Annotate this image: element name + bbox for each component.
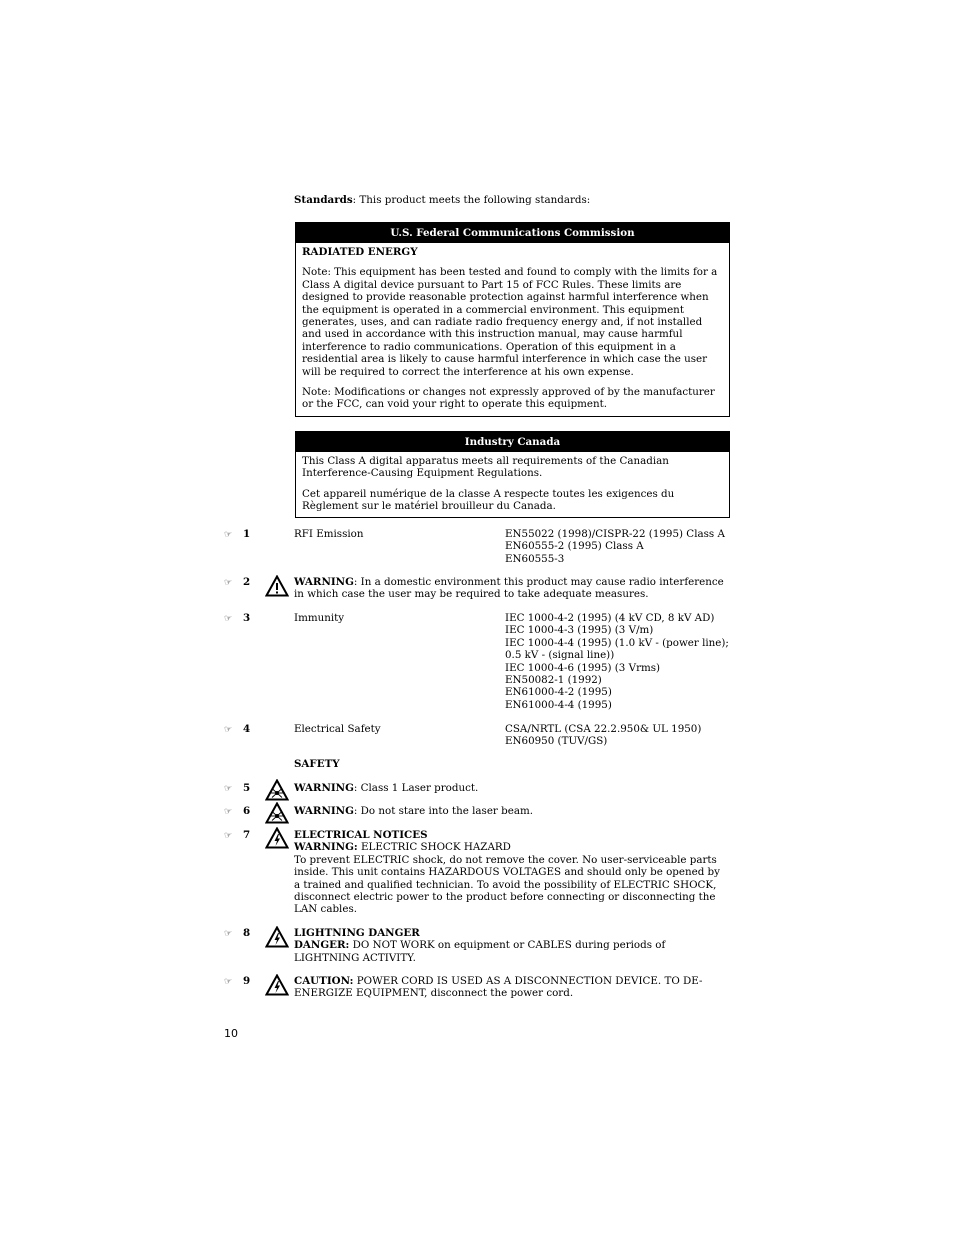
laser-warning-icon <box>265 802 289 824</box>
fcc-title: U.S. Federal Communications Commission <box>296 223 729 243</box>
pointing-hand-icon: ☞ <box>224 578 233 588</box>
item-number: ☞ 8 <box>224 927 251 939</box>
item-text: WARNING: In a domestic environment this product may cause radio interference in which case the user may be required to take adequate measures. <box>294 576 724 601</box>
item-number: ☞ 4 <box>224 723 251 735</box>
item-label: Electrical Safety <box>294 723 381 735</box>
item-text: WARNING: Do not stare into the laser beam. <box>294 805 533 817</box>
item-number: ☞ 2 <box>224 576 251 588</box>
pointing-hand-icon: ☞ <box>224 831 233 841</box>
canada-title: Industry Canada <box>296 432 729 452</box>
standards-text: : This product meets the following standards: <box>352 194 591 206</box>
item-text: WARNING: Class 1 Laser product. <box>294 782 479 794</box>
electric-shock-warning-icon <box>265 926 289 948</box>
item-label: RFI Emission <box>294 528 364 540</box>
item-text: ELECTRICAL NOTICES WARNING: ELECTRIC SHOCK HAZARD To prevent ELECTRIC shock, do not remove the cover. No user-serviceable parts inside. This unit contains HAZARDOUS VOLTAGES and should only be opened by a trained and qualified technician. To avoid the possibility of ELECTRIC SHOCK, disconnect electric power to the product before connecting or disconnecting the LAN cables. <box>294 829 720 916</box>
electric-shock-warning-icon <box>265 974 289 996</box>
item-number: ☞ 3 <box>224 612 251 624</box>
safety-heading: SAFETY <box>294 758 340 770</box>
standards-lead: Standards <box>294 194 353 206</box>
canada-box <box>295 431 730 518</box>
item-number: ☞ 1 <box>224 528 251 540</box>
item-label: Immunity <box>294 612 345 624</box>
warning-triangle-icon <box>265 575 289 597</box>
pointing-hand-icon: ☞ <box>224 725 233 735</box>
item-text: CAUTION: POWER CORD IS USED AS A DISCONNECTION DEVICE. TO DE-ENERGIZE EQUIPMENT, disconnect the power cord. <box>294 975 703 1000</box>
page-number: 10 <box>224 1027 238 1040</box>
laser-warning-icon <box>265 779 289 801</box>
pointing-hand-icon: ☞ <box>224 530 233 540</box>
fcc-paragraph-1: Note: This equipment has been tested and found to comply with the limits for a Class A digital device pursuant to Part 15 of FCC Rules. These limits are designed to provide reasonable protection against harmful interference when the equipment is operated in a commercial environment. This equipment generates, uses, and can radiate radio frequency energy and, if not installed and used in accordance with this instruction manual, may cause harmful interference to radio communications. Operation of this equipment in a residential area is likely to cause harmful interference in which case the user will be required to correct the interference at his own expense. <box>302 266 718 378</box>
fcc-paragraph-2: Note: Modifications or changes not expressly approved of by the manufacturer or the FCC, can void your right to operate this equipment. <box>302 386 715 411</box>
pointing-hand-icon: ☞ <box>224 929 233 939</box>
canada-paragraph-1: This Class A digital apparatus meets all requirements of the Canadian Interference-Causing Equipment Regulations. <box>302 455 669 480</box>
item-text: LIGHTNING DANGER DANGER: DO NOT WORK on equipment or CABLES during periods of LIGHTNING ACTIVITY. <box>294 927 666 964</box>
fcc-box <box>295 222 730 417</box>
pointing-hand-icon: ☞ <box>224 784 233 794</box>
electric-shock-warning-icon <box>265 827 289 849</box>
pointing-hand-icon: ☞ <box>224 807 233 817</box>
item-number: ☞ 6 <box>224 805 251 817</box>
item-values: IEC 1000-4-2 (1995) (4 kV CD, 8 kV AD) IEC 1000-4-3 (1995) (3 V/m) IEC 1000-4-4 (1995) (1.0 kV - (power line); 0.5 kV - (signal line)) IEC 1000-4-6 (1995) (3 Vrms) EN50082-1 (1992) EN61000-4-2 (1995) EN61000-4-4 (1995) <box>505 612 729 711</box>
pointing-hand-icon: ☞ <box>224 977 233 987</box>
item-number: ☞ 7 <box>224 829 251 841</box>
item-values: CSA/NRTL (CSA 22.2.950& UL 1950) EN60950 (TUV/GS) <box>505 723 702 748</box>
fcc-subtitle: RADIATED ENERGY <box>302 246 418 258</box>
item-number: ☞ 5 <box>224 782 251 794</box>
item-values: EN55022 (1998)/CISPR-22 (1995) Class A EN60555-2 (1995) Class A EN60555-3 <box>505 528 725 565</box>
canada-paragraph-2: Cet appareil numérique de la classe A respecte toutes les exigences du Règlement sur le matériel brouilleur du Canada. <box>302 487 675 513</box>
standards-intro <box>294 194 734 206</box>
item-number: ☞ 9 <box>224 975 251 987</box>
pointing-hand-icon: ☞ <box>224 614 233 624</box>
